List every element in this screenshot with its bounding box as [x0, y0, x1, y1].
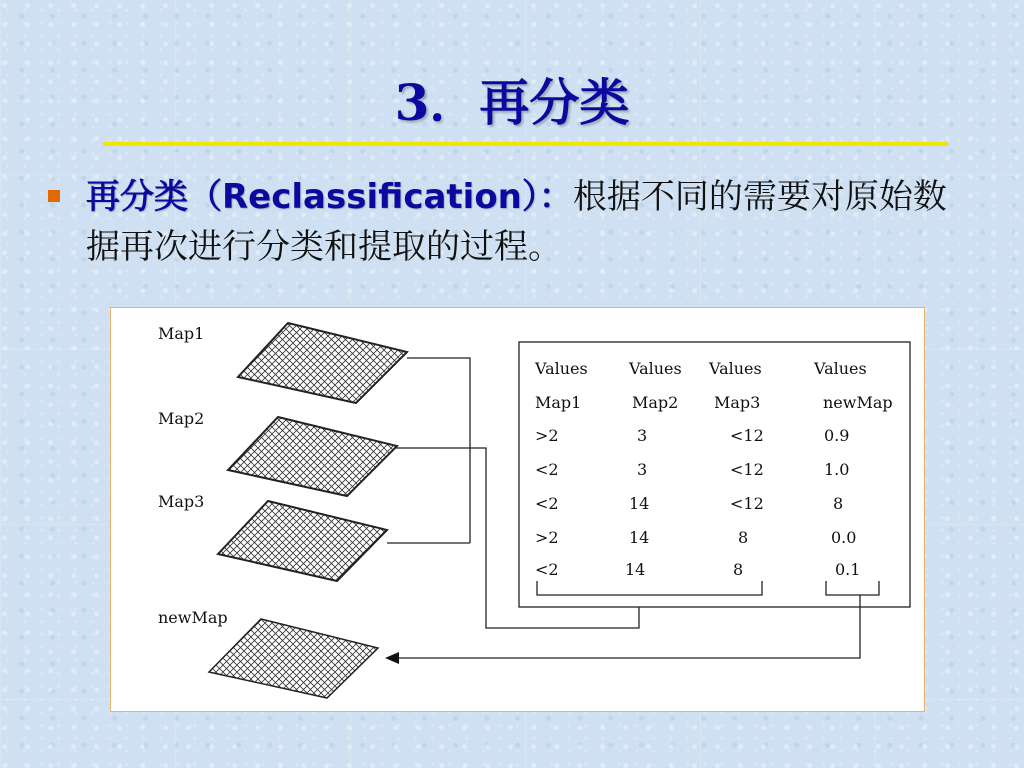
newmap-output-arrowhead [385, 652, 399, 664]
table-cell: 1.0 [824, 460, 850, 479]
table-cell: 8 [833, 494, 844, 513]
table-cell: 8 [733, 560, 744, 579]
map3-grid-layer [218, 501, 387, 581]
table-cell: <12 [730, 426, 764, 445]
map1-grid-layer [238, 323, 407, 403]
table-cell: 14 [625, 560, 646, 579]
term-definition: 根据不同的需要对原始数据再次进行分类和提取的过程。 [86, 177, 947, 267]
definition-bullet [48, 172, 978, 272]
table-cell: 0.1 [835, 560, 861, 579]
reclassification-diagram [110, 307, 925, 712]
table-header-map2: Map2 [632, 393, 679, 412]
table-cell: <12 [730, 460, 764, 479]
bullet-text [86, 172, 978, 272]
table-cell: 3 [637, 426, 648, 445]
table-header-map3: Map3 [714, 393, 761, 412]
table-cell: 14 [629, 528, 650, 547]
table-cell: <2 [535, 460, 559, 479]
table-header-values: Values [629, 359, 682, 378]
square-bullet-icon [48, 190, 60, 202]
map2-label: Map2 [158, 409, 205, 428]
table-cell: 14 [629, 494, 650, 513]
map3-label: Map3 [158, 492, 205, 511]
table-header-values: Values [709, 359, 762, 378]
table-cell: 0.0 [831, 528, 857, 547]
table-cell: 3 [637, 460, 648, 479]
newmap-grid-layer [209, 619, 378, 698]
map2-grid-layer [228, 417, 397, 496]
table-cell: 0.9 [824, 426, 850, 445]
map1-label: Map1 [158, 324, 205, 343]
title-underline [103, 142, 948, 146]
table-header-values: Values [814, 359, 867, 378]
slide-title: 3．再分类 [394, 73, 630, 132]
map1-connector [407, 358, 470, 543]
table-header-map1: Map1 [535, 393, 582, 412]
term-reclassification: 再分类（Reclassification）： [86, 177, 573, 217]
table-cell: 8 [738, 528, 749, 547]
table-header-values: Values [535, 359, 588, 378]
table-cell: <12 [730, 494, 764, 513]
table-cell: <2 [535, 560, 559, 579]
table-cell: <2 [535, 494, 559, 513]
table-cell: >2 [535, 426, 559, 445]
newmap-label: newMap [158, 608, 228, 627]
table-header-newmap: newMap [823, 393, 893, 412]
table-cell: >2 [535, 528, 559, 547]
